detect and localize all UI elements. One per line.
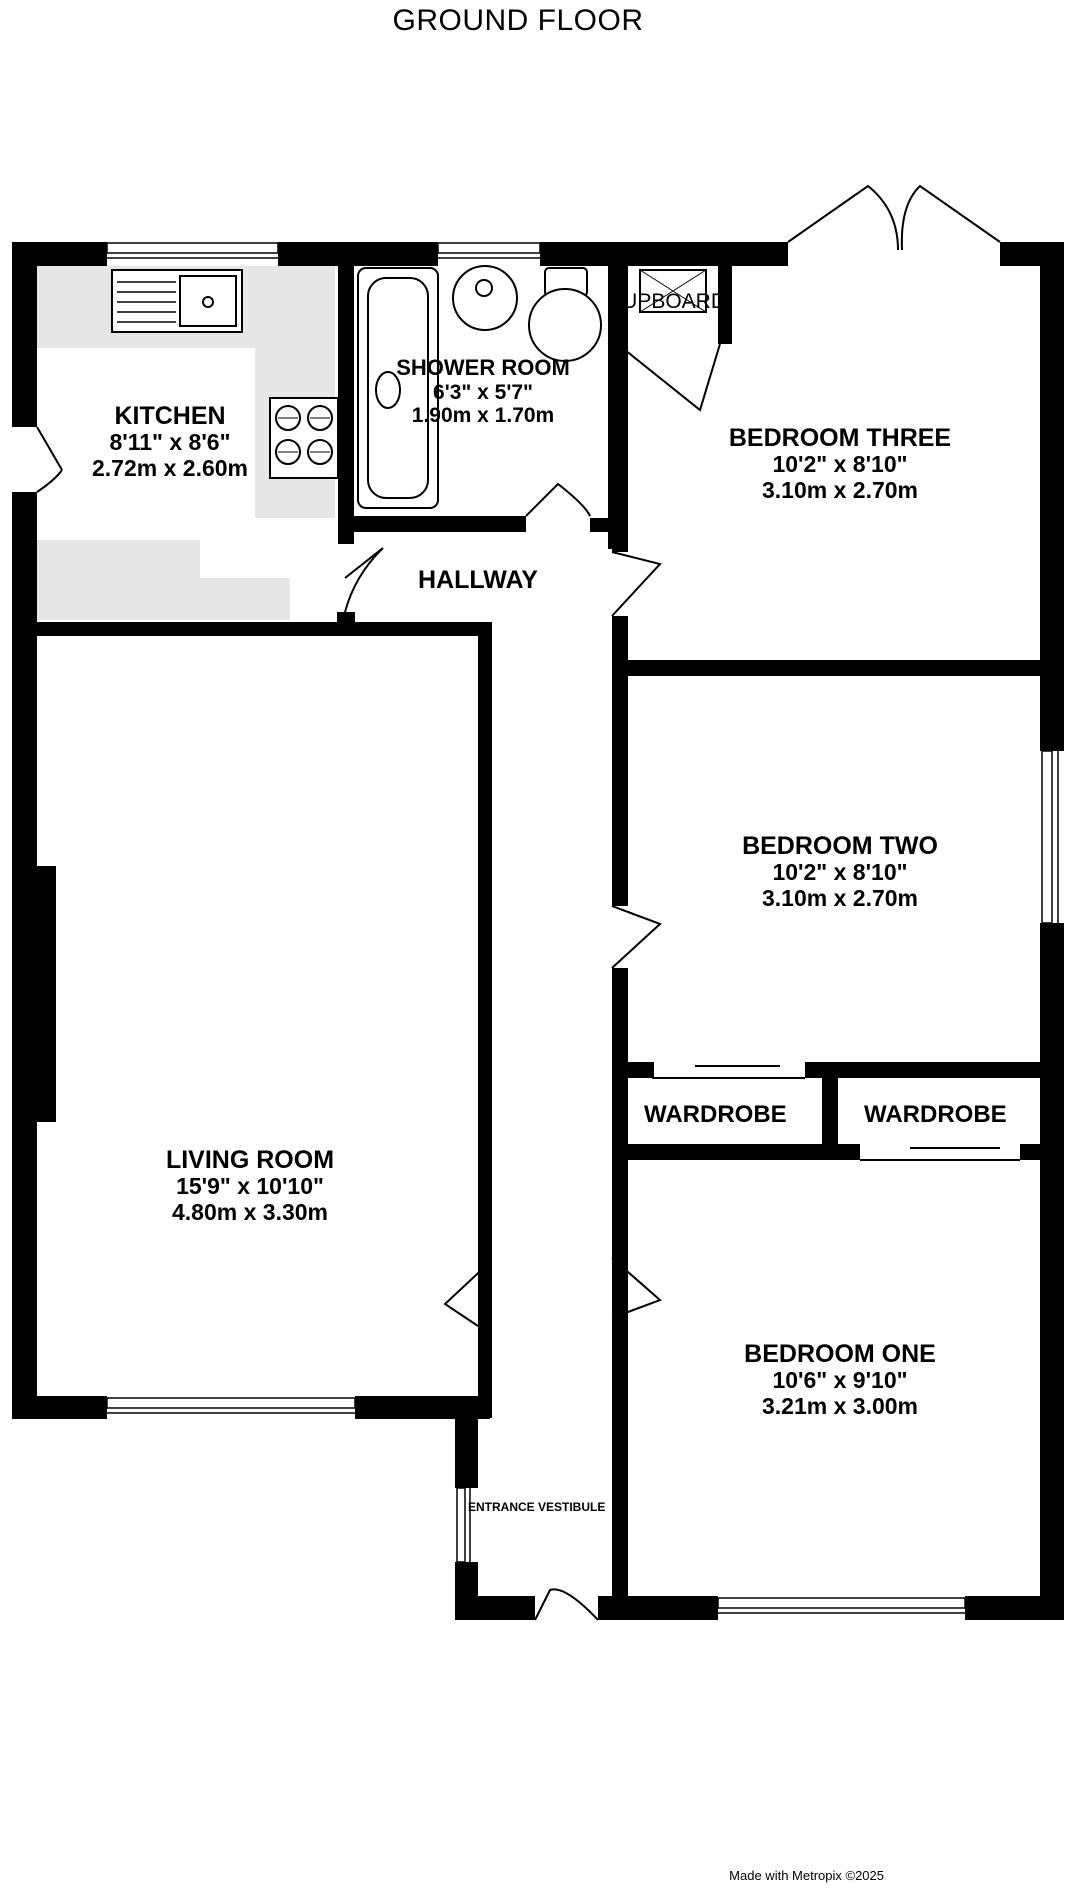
wardrobe-left-label: WARDROBE (644, 1101, 787, 1128)
bedroom-three-name: BEDROOM THREE (728, 424, 952, 452)
bedroom-three-imperial: 10'2" x 8'10" (772, 451, 908, 477)
credit-text: Made with Metropix ©2025 (729, 1868, 884, 1883)
shower-room-name: SHOWER ROOM (396, 355, 570, 380)
bedroom-two-metric: 3.10m x 2.70m (761, 884, 918, 911)
shower-room-imperial: 6'3" x 5'7" (433, 380, 533, 404)
bedroom-one-imperial: 10'6" x 9'10" (772, 1367, 908, 1393)
entrance-vestibule-label: ENTRANCE VESTIBULE (468, 1500, 606, 1514)
living-room-metric: 4.80m x 3.30m (171, 1198, 328, 1225)
shower-room-label (378, 356, 588, 428)
kitchen-metric: 2.72m x 2.60m (91, 454, 248, 481)
bedroom-three-label (690, 424, 990, 504)
bedroom-two-imperial: 10'2" x 8'10" (772, 859, 908, 885)
kitchen-name: KITCHEN (114, 402, 226, 430)
kitchen-sink (112, 270, 242, 332)
living-room-name: LIVING ROOM (165, 1146, 335, 1174)
kitchen-imperial: 8'11" x 8'6" (109, 429, 231, 455)
hallway-label: HALLWAY (418, 566, 538, 594)
floor-title: GROUND FLOOR (392, 4, 644, 37)
kitchen-label (60, 402, 280, 482)
bedroom-two-label (690, 832, 990, 912)
cupboard-label: CUPBOARD (607, 290, 727, 313)
kitchen-hob (270, 398, 338, 478)
shower-room-metric: 1.90m x 1.70m (411, 404, 555, 428)
bedroom-one-name: BEDROOM ONE (744, 1340, 936, 1368)
bedroom-two-name: BEDROOM TWO (742, 832, 938, 860)
bedroom-one-label (690, 1340, 990, 1420)
bedroom-one-metric: 3.21m x 3.00m (761, 1392, 918, 1419)
living-room-label (110, 1146, 390, 1226)
bedroom-three-metric: 3.10m x 2.70m (761, 476, 918, 503)
wardrobe-right-label: WARDROBE (864, 1101, 1007, 1128)
living-room-imperial: 15'9" x 10'10" (176, 1173, 324, 1199)
